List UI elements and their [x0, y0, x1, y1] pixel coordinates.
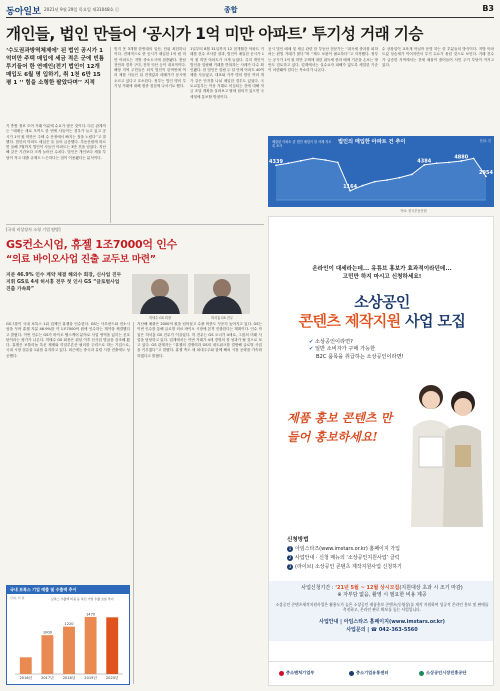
portrait-photo-2	[194, 274, 250, 314]
step-number-icon: 2	[288, 555, 292, 560]
mini-chart-title: 국내 보톡스 기업 매출 및 수출액 추이	[7, 586, 129, 594]
data-label: 1000	[42, 630, 52, 635]
data-point	[362, 185, 364, 187]
period-note: ※ 자부담 없음, 촬영 시 필요한 비용 제공	[337, 592, 427, 598]
emblem-icon	[419, 671, 424, 676]
check-icon: ✔	[309, 346, 314, 353]
x-tick-label: 2018년	[62, 676, 76, 680]
bar	[63, 627, 75, 674]
ad-intro-line-1: 온라인이 대세라는데... 유튜브 홍보가 효과적이라던데...	[312, 266, 452, 272]
checklist-item	[309, 346, 459, 353]
main-headline: 개인들, 법인 만들어 ‘공시가 1억 미만 아파트’ 투기성 거래 기승	[6, 25, 423, 43]
apartment-purchase-chart	[268, 136, 494, 207]
sponsor-logo: 중소벤처기업부	[279, 670, 314, 676]
dateline: 2021년 9월 29일 목요일 제31048호 ⓒ	[44, 7, 120, 12]
story-subtitle: “의료 바이오사업 진출 교두보 마련”	[6, 254, 156, 265]
column-divider	[133, 322, 134, 684]
data-point	[448, 162, 450, 164]
data-point	[436, 162, 438, 164]
line-chart-svg	[268, 144, 494, 206]
botox-export-chart	[6, 585, 130, 685]
sponsor-logo: 소상공인시장진흥공단	[419, 670, 466, 676]
people-illustration	[401, 367, 491, 527]
series-area	[276, 158, 486, 200]
checklist-item	[309, 354, 459, 361]
mini-chart-legend: 보톡스 수출액 비중 등 톡신 기업 수출 흐름 추이	[51, 597, 114, 601]
column-divider	[110, 47, 111, 223]
portrait-body	[202, 296, 242, 314]
emblem-icon	[349, 671, 354, 676]
data-point	[399, 177, 401, 179]
chart-source: 자료: 한국부동산원	[400, 209, 427, 213]
story-kicker: [국내 비상장사 소형 기업 탐방]	[6, 227, 61, 232]
data-point	[325, 159, 327, 161]
story-deck: 지분 46.9% 인수 계약 체결 해외수 회장, 신사업 진두지휘 GS로 4세 허서홍 전무 첫 인사 GS “글로벌사업 진출 가속화”	[6, 273, 122, 292]
advertisement	[268, 216, 494, 686]
bar	[41, 635, 53, 674]
step-number-icon: 3	[288, 564, 292, 569]
bar	[85, 617, 97, 674]
period-value: ‘21년 5월 ~ 12월 상시모집	[335, 585, 400, 591]
portrait-photos	[130, 274, 254, 320]
ad-phone: 사업문의 | ☎ 042-363-5560	[346, 626, 418, 633]
step-item	[287, 563, 402, 570]
data-point	[312, 158, 314, 160]
ad-title-tail: 사업 모집	[405, 312, 466, 330]
data-point	[411, 174, 413, 176]
data-label: 1470	[86, 612, 96, 617]
section-divider	[6, 224, 264, 225]
ad-intro-line-2: 고민만 하지 마시고 신청하세요!	[342, 274, 422, 280]
ad-checklist	[309, 339, 459, 361]
application-period	[269, 585, 494, 599]
data-point	[473, 158, 475, 160]
checklist-text: 소상공인이라면?	[315, 339, 353, 345]
bar	[20, 657, 32, 674]
steps-heading: 신청방법	[287, 537, 309, 543]
article-column-1: 기 종합 정보 모아 거래 이룬에 수요가 많은 것이다. 다른 관계자는 ‘‘매매는 새로 모여도 한 번에 사들이는 경우가 늘고 있고 공시가 1억 원 미만은 주택 수 산정에서 빠지는 점을 노렸다’’고 말했다. 법인의 아파트 매입은 올 들어 급증했다. 부동산원에 따르면 올해 7월까지 법인이 사들인 아파트는 3만 건을 넘었다. 지난해 같은 기간보다 크게 늘어난 수치다. 법인은 개인보다 세율 부담이 적고 대출 규제도 느슨하다는 점이 이용됐다는 분석이다.	[6, 124, 106, 160]
lead-summary: ‘수도권과방역체제에’ 된 법인 공시가 1억미만 주택 매입에 세금 적은 군에 빈틈 투기들어 한 연예인(전기 법인이 12개 매입도 6월 명 입하기, 취 1천 6만 15평 1 ‘‘ 힘을 소형한 팔았다며’’ 지적	[6, 48, 105, 86]
data-point	[287, 162, 289, 164]
x-tick-label: 2020년	[105, 676, 119, 680]
x-tick-label: 2016년	[19, 676, 33, 680]
chart-legend: 제출된 아파트 중 법인 매입이 한 사례 지도록 조사	[272, 140, 332, 148]
emblem-icon	[279, 671, 284, 676]
ad-title-line-1: 소상공인	[354, 293, 410, 311]
story-column-1: GS그룹이 국내 보톡스 1위 업체인 휴젤을 인수한다. GS는 사모펀드와 컨소시엄을 꾸려 휴젤 지분 46.9%를 약 1조7000억 원에 인수하는 계약을 체결했다고 밝혔다. 이번 인수는 GS가 바이오 헬스케어 분야로 사업 영역을 넓히는 신호탄이라는 평가가 나온다. 허태수 GS 회장은 취임 이후 신사업 발굴을 강조해 왔다. 휴젤은 보툴리눔 톡신 제제와 히알루론산 필러를 주력으로 하는 기업으로, 국내 시장 점유율 1위를 유지하고 있다. 최근에는 중국과 유럽 시장 진출에도 성공했다.	[6, 322, 130, 358]
data-label: 4384	[417, 158, 432, 165]
chart-title: 법인의 매입한 아파트 건 추이	[338, 139, 406, 145]
period-label: 사업신청기간 :	[301, 585, 334, 591]
data-label: 4339	[269, 158, 283, 165]
mini-chart-unit: 단위: 억 원	[10, 596, 25, 600]
masthead	[6, 4, 494, 18]
step-text: (라이브) 소상공인 콘텐츠 제작지원사업 신청하기	[295, 564, 402, 570]
bar	[106, 617, 118, 674]
step-number-icon: 1	[288, 546, 292, 551]
ad-website: 사업안내 | 아임스타즈 홈페이지(www.imstars.or.kr)	[319, 619, 445, 625]
step-text: 사업안내 · 신청 메뉴의 ‘소상공인지원사업’ 클릭	[295, 555, 400, 561]
story-title: GS컨소시엄, 휴젤 1조7000억 인수	[6, 238, 177, 251]
step-item	[287, 554, 400, 561]
section-label: 종합	[224, 6, 238, 14]
data-label: 1164	[343, 184, 358, 191]
article-column-4: 공시 법인 매매 및 세금 관련 한 부동산 전문가는 ‘‘취득세 중과를 피하려는 편법 거래가 많다’’며 ‘‘제도 보완이 필요하다’’고 지적했다. 정부는 공시가 1억 원 미만 주택에 대한 취득세 중과 배제 기준을 손보는 방안도 검토하고 있다. 업계에서는 실수요자 피해가 없도록 세밀한 기준이 마련돼야 한다는 목소리가 나온다.	[268, 47, 378, 73]
newspaper-logo: 동아일보	[6, 7, 41, 17]
bar-chart-svg	[7, 594, 129, 684]
period-tail: (지원대상 초과 시 조기 마감)	[399, 585, 463, 591]
article-column-3: 1일부터 8월 31일까지 12 천개월간 아파트 거래를 전수 조사한 결과, 법인이 매입한 공시가 1억 원 미만 아파트가 크게 늘었다. 특히 개인이 법인을 설립해 거래를 반복하는 사례가 다수 확인됐다. 한 법인은 설립 두 달 만에 아파트 40여 채를 사들였고, 대표와 가족 명의 법인 여러 개가 같은 단지를 나눠 매입한 경우도 있었다. 국토교통부는 이상 거래로 의심되는 건에 대해 자금 조달 계획을 살펴보고 탈세 혐의가 있으면 국세청에 통보할 방침이다.	[190, 47, 264, 99]
data-point	[300, 160, 302, 162]
data-point	[386, 179, 388, 181]
checklist-text: 일반 소비자가 구매 가능한	[315, 346, 376, 353]
article-column-5: 수 상장업이 교육재 아닐까 운명 하는 한 부분들의 방식이다. 지방 아파트값 상승세가 이어지면서 투기 수요가 몰린 것으로 보인다. 거래 건수가 급증한 지역에서는 전세 매물이 줄어들어 서민 주거 부담이 커지고 있다.	[382, 47, 494, 67]
ad-contact	[269, 619, 494, 634]
step-text: 아임스타즈(www.imstars.or.kr) 홈페이지 가입	[295, 546, 400, 552]
x-tick-label: 2017년	[41, 676, 54, 680]
data-label: 4880	[454, 154, 469, 161]
portrait-photo-1	[132, 274, 188, 314]
checklist-text: B2C 품목을 취급하는 소상공인이라면!	[316, 353, 404, 360]
data-point	[337, 162, 339, 164]
ad-sponsor-logos	[269, 661, 494, 685]
photo-caption-1: 허태수 GS 회장	[149, 316, 171, 320]
portrait-body	[140, 296, 180, 314]
page-number: B3	[482, 4, 494, 13]
data-label: 2954	[479, 169, 493, 176]
ad-slogan: 제품 홍보 콘텐츠 만들어 홍보하세요!	[287, 411, 393, 444]
story-column-2: 지난해 매출은 2000억 원을 넘어섰고 수출 비중도 꾸준히 높아지고 있다. GS는 이번 인수를 통해 글로벌 의료 바이오 시장에 본격 진출한다는 계획이다. 인수 작업은 허서홍 GS 전무가 이끌었다. 허 전무는 GS 오너가 4세로, 그룹의 미래 사업을 담당하고 있다. 업계에서는 이번 거래가 4세 경영의 첫 성과가 될 것으로 보고 있다. GS 관계자는 ‘‘휴젤의 경쟁력과 GS의 네트워크를 결합해 글로벌 사업을 키우겠다’’고 말했다. 휴젤 측도 새 최대주주와 함께 해외 시장 공략을 가속화하겠다고 밝혔다.	[137, 322, 262, 358]
photo-caption-2: 허서홍 GS 전무	[211, 316, 233, 320]
check-icon: ✔	[309, 339, 314, 345]
ad-title-line-2	[269, 310, 494, 331]
ad-title-highlight: 콘텐츠 제작지원	[298, 312, 401, 330]
sponsor-logo: 중소기업유통센터	[349, 670, 388, 676]
x-tick-label: 2019년	[84, 676, 97, 680]
article-column-2: 빗지 못 3개월 한번데의 입산, 단위 최한하나 이다. 전체적으로 중 공시가 매입한 1억 원 미만 아파트는 지방 중소도시에 집중됐다. 충남 천안과 경북 구미, 전북 익산 등이 대표적이다. 해당 지역 주민들은 외지 법인이 한꺼번에 여러 채를 사들인 뒤 전셋값과 매매가가 동시에 오르고 있다고 호소한다. 정부는 법인 명의 투기성 거래에 대해 집중 점검에 나서기로 했다.	[114, 47, 186, 89]
step-item	[287, 545, 400, 552]
ad-description: 소상공인 콘텐츠제작지원사업은 활용도가 높은 소상공인 제품홍보 콘텐츠(동영상)를 제작 지원하여 성공적 온라인 홍보 및 판매를 촉진하고, 온라인 판로 확보를 돕는 사업입니다.	[275, 602, 489, 613]
data-label: 1220	[64, 622, 74, 627]
ad-intro	[269, 265, 494, 281]
chart-unit: 단위: 건	[479, 139, 491, 143]
data-point	[374, 181, 376, 183]
